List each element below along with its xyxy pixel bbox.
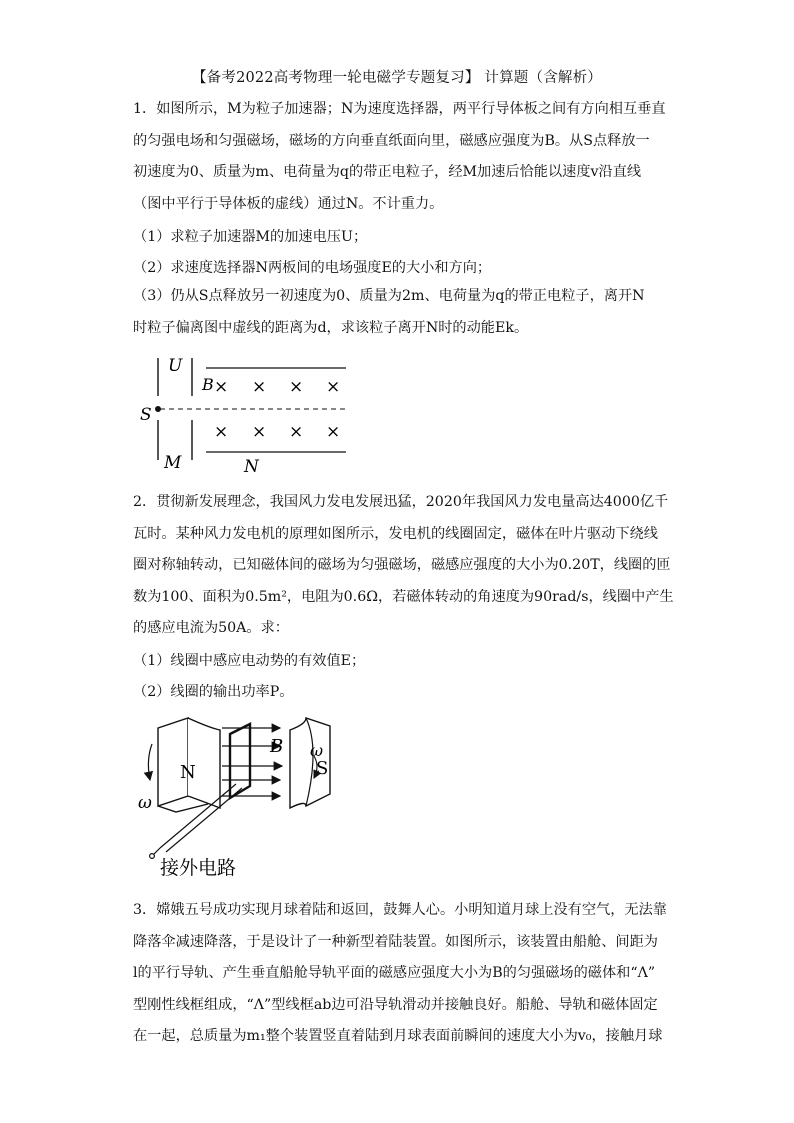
field-cross: × <box>214 377 229 397</box>
field-cross: × <box>326 377 341 397</box>
q2-figure <box>130 708 390 880</box>
q2-line: 圈对称轴转动，已知磁体间的磁场为匀强磁场，磁感应强度的大小为0.20T，线圈的匝 <box>133 557 671 574</box>
q1-line: 的匀强电场和匀强磁场，磁场的方向垂直纸面向里，磁感应强度为B。从S点释放一 <box>133 132 650 149</box>
fig1-label-M: M <box>164 453 182 473</box>
q3-line: 型刚性线框组成，“Λ”型线框ab边可沿导轨滑动并接触良好。船舱、导轨和磁体固定 <box>133 996 658 1013</box>
q3-line: l的平行导轨、产生垂直船舱导轨平面的磁感应强度大小为B的匀强磁场的磁体和“Λ” <box>133 965 656 982</box>
field-cross: × <box>214 422 229 442</box>
q3-stem <box>133 895 667 1053</box>
q1-figure <box>130 348 360 478</box>
fig1-label-S: S <box>140 405 152 425</box>
fig2-caption: 接外电路 <box>160 857 237 879</box>
field-cross: × <box>252 422 267 442</box>
q2-stem <box>133 487 674 645</box>
fig1-label-N: N <box>244 457 259 477</box>
field-cross: × <box>326 422 341 442</box>
field-cross: × <box>252 377 267 397</box>
fig2-omega-left: ω <box>138 793 152 813</box>
q2-line: 瓦时。某种风力发电机的原理如图所示，发电机的线圈固定，磁体在叶片驱动下绕线 <box>133 525 658 542</box>
q3-line: 3．嫦娥五号成功实现月球着陆和返回，鼓舞人心。小明知道月球上没有空气，无法靠 <box>133 902 667 918</box>
q1-sub3 <box>133 281 661 344</box>
fig2-omega-right: ω <box>310 741 324 760</box>
field-cross: × <box>289 422 304 442</box>
q1-line: 1．如图所示，M为粒子加速器；N为速度选择器，两平行导体板之间有方向相互垂直 <box>133 101 666 117</box>
q1-line: （图中平行于导体板的虚线）通过N。不计重力。 <box>133 195 444 212</box>
fig2-label-B: B <box>270 736 284 757</box>
q1-line: 初速度为0、质量为m、电荷量为q的带正电粒子，经M加速后恰能以速度v沿直线 <box>133 164 642 181</box>
q3-line: 降落伞减速降落，于是设计了一种新型着陆装置。如图所示，该装置由船舱、间距为 <box>133 933 658 950</box>
fig1-label-U: U <box>168 356 183 376</box>
q2-line: 数为100、面积为0.5m²，电阻为0.6Ω，若磁体转动的角速度为90rad/s，线圈中产生 <box>133 588 674 605</box>
q1-sub1: （1）求粒子加速器M的加速电压U； <box>133 229 368 245</box>
q2-line: 2．贯彻新发展理念，我国风力发电发展迅猛，2020年我国风力发电量高达4000亿千 <box>133 494 669 510</box>
q1-stem <box>133 94 666 220</box>
q2-sub2: （2）线圈的输出功率P。 <box>133 684 294 700</box>
fig1-label-B: B <box>202 375 214 394</box>
page-title: 【备考2022高考物理一轮电磁学专题复习】 计算题（含解析） <box>191 70 602 86</box>
q1-sub3-line: 时粒子偏离图中虚线的距离为d，求该粒子离开N时的动能Ek。 <box>133 319 529 336</box>
q3-line: 在一起，总质量为m₁整个装置竖直着陆到月球表面前瞬间的速度大小为v₀，接触月球 <box>133 1028 663 1045</box>
q1-sub3-line: （3）仍从S点释放另一初速度为0、质量为2m、电荷量为q的带正电粒子，离开N <box>133 288 645 304</box>
fig2-label-N: N <box>180 762 196 783</box>
q2-line: 的感应电流为50A。求： <box>133 620 289 637</box>
q2-sub1: （1）线圈中感应电动势的有效值E； <box>133 653 366 669</box>
fig2-label-S: S <box>316 758 329 779</box>
q1-sub2: （2）求速度选择器N两板间的电场强度E的大小和方向； <box>133 260 492 276</box>
field-cross: × <box>289 377 304 397</box>
